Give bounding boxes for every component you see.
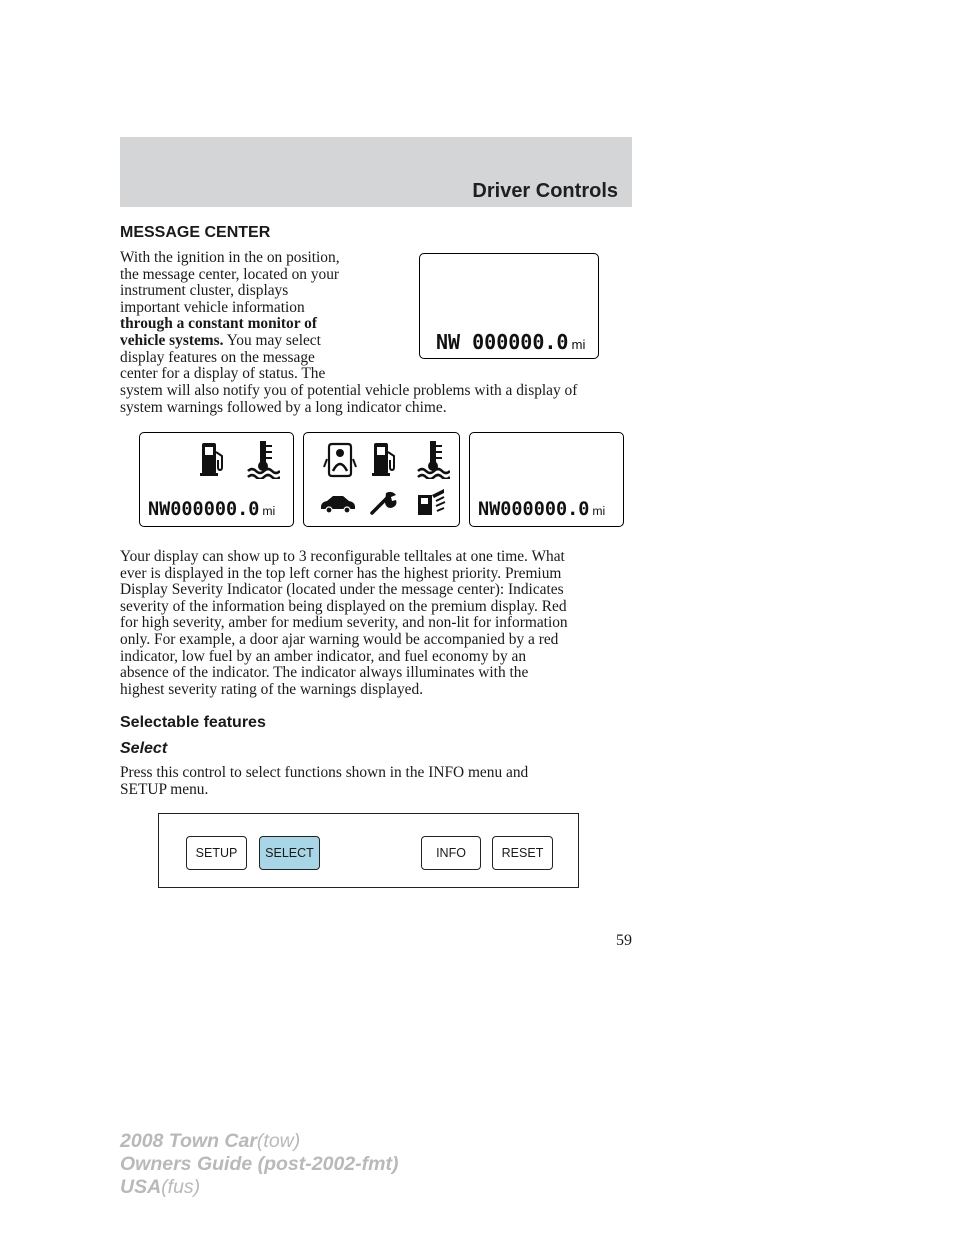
intro-line: system warnings followed by a long indicator chime. <box>120 398 447 416</box>
intro-line: display features on the message <box>120 348 315 366</box>
intro-line: With the ignition in the on position, <box>120 249 340 266</box>
fuel-pump-icon <box>198 440 228 478</box>
select-subheading: Select <box>120 740 168 757</box>
intro-line: system will also notify you of potential vehicle problems with a display of <box>120 382 578 399</box>
select-button[interactable]: SELECT <box>259 836 320 870</box>
paragraph-line: Your display can show up to 3 reconfigurable telltales at one time. What <box>120 548 565 565</box>
paragraph-line: absence of the indicator. The indicator always illuminates with the <box>120 664 529 682</box>
footer-region <box>120 1176 200 1199</box>
paragraph-line: for high severity, amber for medium severity, and non-lit for information <box>120 614 568 632</box>
paragraph-line: severity of the information being displayed on the premium display. Red <box>120 597 567 615</box>
message-center-display <box>419 253 599 359</box>
footer-text: USA <box>120 1176 162 1198</box>
coolant-temp-icon <box>246 439 280 479</box>
telltale-display-two-icons <box>139 432 294 527</box>
paragraph-line: ever is displayed in the top left corner has the highest priority. Premium <box>120 564 562 582</box>
odometer-unit: mi <box>592 504 606 518</box>
vehicle-icon <box>318 493 358 515</box>
intro-line: instrument cluster, displays <box>120 282 289 300</box>
wrench-icon <box>368 489 400 517</box>
odometer-value: 000000.0 <box>472 330 569 354</box>
setup-button[interactable]: SETUP <box>186 836 247 870</box>
compass-heading: NW <box>148 499 171 520</box>
footer-text: Owners Guide (post-2002-fmt) <box>120 1153 399 1175</box>
compass-heading: NW <box>436 330 461 354</box>
footer-model <box>120 1130 300 1153</box>
paragraph-line: SETUP menu. <box>120 780 209 798</box>
select-description <box>120 765 640 798</box>
paragraph-line: indicator, low fuel by an amber indicator, and fuel economy by an <box>120 647 527 665</box>
intro-line: You may select <box>223 331 321 349</box>
intro-line: important vehicle information <box>120 298 305 316</box>
reset-button[interactable]: RESET <box>492 836 553 870</box>
section-title: Driver Controls <box>472 180 618 202</box>
paragraph-line: Press this control to select functions shown in the INFO menu and <box>120 764 529 781</box>
info-button[interactable]: INFO <box>421 836 481 870</box>
odometer-readout <box>148 499 275 520</box>
footer-text: 2008 Town Car <box>120 1130 257 1152</box>
seat-occupant-icon <box>322 441 358 481</box>
fuel-pump-icon <box>370 440 400 478</box>
odometer-unit: mi <box>262 504 276 518</box>
odometer-unit: mi <box>571 337 586 352</box>
odometer-value: 000000.0 <box>500 499 590 520</box>
footer-guide <box>120 1153 398 1176</box>
intro-line: center for a display of status. The <box>120 365 326 383</box>
message-center-heading: MESSAGE CENTER <box>120 224 271 241</box>
intro-paragraph <box>120 250 400 383</box>
intro-bold-text: through a constant monitor of <box>120 315 317 333</box>
intro-bold-text: vehicle systems. <box>120 331 224 349</box>
intro-line: the message center, located on your <box>120 265 340 283</box>
page-number: 59 <box>616 932 632 949</box>
coolant-temp-icon <box>416 439 450 479</box>
telltale-paragraph <box>120 549 640 698</box>
odometer-readout <box>478 499 605 520</box>
footer-subtext: (fus) <box>161 1176 201 1198</box>
door-ajar-icon <box>414 485 450 519</box>
odometer-readout <box>436 330 585 354</box>
paragraph-line: highest severity rating of the warnings displayed. <box>120 680 424 698</box>
odometer-value: 000000.0 <box>170 499 260 520</box>
paragraph-line: only. For example, a door ajar warning would be accompanied by a red <box>120 630 559 648</box>
intro-paragraph-continued <box>120 383 640 416</box>
compass-heading: NW <box>478 499 501 520</box>
telltale-display-all-icons <box>303 432 460 527</box>
paragraph-line: Display Severity Indicator (located under the message center): Indicates <box>120 581 564 599</box>
message-center-display-blank <box>469 432 624 527</box>
footer-subtext: (tow) <box>256 1130 301 1152</box>
selectable-features-heading: Selectable features <box>120 714 266 731</box>
